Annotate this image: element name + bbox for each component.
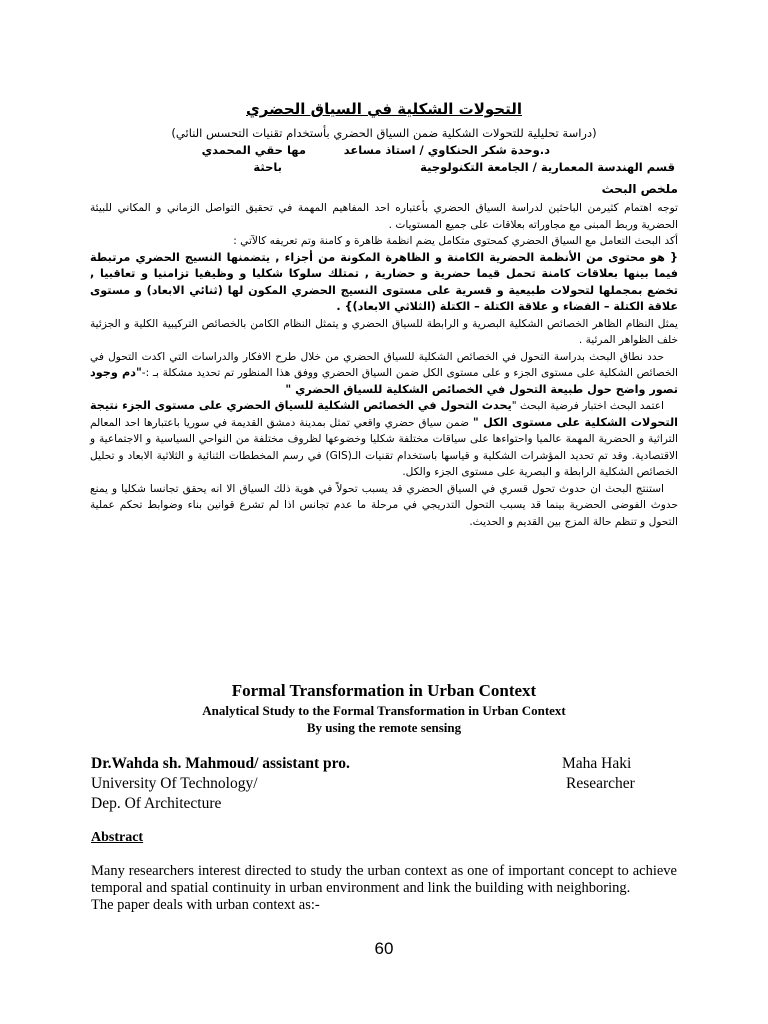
arabic-paragraph <box>90 398 678 481</box>
english-author2-role: Researcher <box>566 775 635 792</box>
arabic-author1-name: د.وحدة شكر الحنكاوي / استاذ مساعد <box>343 143 550 157</box>
english-paragraph: The paper deals with urban context as:- <box>91 897 320 913</box>
arabic-author2-name: مها حقي المحمدي <box>201 143 306 157</box>
english-abstract-body <box>91 863 677 914</box>
english-subtitle: Analytical Study to the Formal Transformation in Urban Context <box>202 703 566 718</box>
page-number: 60 <box>374 939 394 958</box>
arabic-subtitle: (دراسة تحليلية للتحولات الشكلية ضمن السياق الحضري بأستخدام تقنيات التحسس النائي) <box>171 126 597 140</box>
english-abstract-heading: Abstract <box>91 830 144 845</box>
english-author2-name: Maha Haki <box>562 755 632 772</box>
english-subtitle: By using the remote sensing <box>306 720 462 735</box>
arabic-paragraph: استنتج البحث ان حدوث تحول قسري في السياق الحضري قد يسبب تحولاً في هوية ذلك السياق الا انه يحقق تجانسا شكليا و يمنع حدوث الفوضى الحضرية بينما قد يسبب التحول التدريجي في مرحلة ما عدم تجانس اذا لم تشرع قوانين بناء وضوابط تحكم عملية التحول و تنظم حالة المزج بين القديم و الحديث. <box>90 482 678 528</box>
arabic-paragraph: أكد البحث التعامل مع السياق الحضري كمحتوى متكامل يضم انظمة ظاهرة و كامنة وتم تعريفه كالآتي : <box>233 235 678 247</box>
english-author1-university: University Of Technology/ <box>91 775 258 792</box>
arabic-paragraph: توجه اهتمام كثيرمن الباحثين لدراسة السياق الحضري بأعتباره احد المفاهيم المهمة في تحقيق التواصل الزماني و المكاني للبيئة الحضرية وربط المبنى مع مجاوراته بعلاقات على جميع المستويات . <box>90 202 678 231</box>
arabic-abstract-body <box>90 200 678 530</box>
arabic-problem-statement: "دم وجود تصور واضح حول طبيعة التحول في الخصائص الشكلية للسياق الحضري " <box>90 366 678 396</box>
arabic-title: التحولات الشكلية في السياق الحضري <box>246 100 522 118</box>
arabic-definition: { هو محتوى من الأنظمة الحضرية الكامنة و الظاهرة المكونة من أجزاء , يتضمنها النسيج الحضري مرتبطة فيما بينها بعلاقات كامنة تحمل قيما حضرية و حضارية , تمتلك سلوكا شكليا و وظيفيا تزامنيا و تعاقبيا , تخضع بمجملها لتحولات طبيعية و قسرية على مستوى النسيج الحضري المكون لها (ثنائي الابعاد) و مستوى علاقة الكتلة – الفضاء و علاقة الكتلة – الكتلة (الثلاثي الابعاد)} . <box>90 250 678 313</box>
arabic-hypothesis: يحدث التحول في الخصائص الشكلية للسياق الحضري على مستوى الجزء نتيجة التحولات الشكلية على مستوى الكل " <box>90 399 678 429</box>
arabic-author2-role: باحثة <box>253 160 282 174</box>
english-paragraph: Many researchers interest directed to study the urban context as one of important concept to achieve temporal and spatial continuity in urban environment and link the building with neighboring. <box>91 863 677 896</box>
arabic-text: اعتمد البحث اختبار فرضية البحث " <box>511 400 664 412</box>
arabic-paragraph <box>90 349 678 399</box>
arabic-text: حدد نطاق البحث بدراسة التحول في الخصائص الشكلية للسياق الحضري من خلال طرح الافكار والدراسات التي اكدت التحول في الخصائص الشكلية على مستوى الجزء و على مستوى الكل ضمن السياق الحضري ووفق هذا المنظور تم تحديد مشكلة بـ :- <box>90 350 678 379</box>
english-author1-name: Dr.Wahda sh. Mahmoud/ assistant pro. <box>91 755 350 772</box>
arabic-author1-affiliation: قسم الهندسة المعمارية / الجامعة التكنولوجية <box>420 160 675 174</box>
english-author1-department: Dep. Of Architecture <box>91 795 222 812</box>
arabic-abstract-heading: ملخص البحث <box>601 182 678 196</box>
arabic-paragraph: يمثل النظام الظاهر الخصائص الشكلية البصرية و الرابطة للسياق الحضري و يتمثل النظام الكامن بالخصائص التركيبية الكلية و الجزئية خلف الظواهر المرئية . <box>90 317 678 346</box>
english-title: Formal Transformation in Urban Context <box>231 681 537 700</box>
arabic-text: ضمن سياق حضري واقعي تمثل بمدينة دمشق القديمة في سوريا باعتبارها احد المعالم التراثية و الحضرية المهمة عالميا واحتواءها على سياقات مختلفة شكليا وخضوعها لظروف مختلفة من النواحي السياسية و الاجتماعية و الاقتصادية. وقد تم تحديد المؤشرات الشكلية و قياسها باستخدام تقنيات الـ(GIS) في رسم المخططات الثنائية و الثلاثية الابعاد و تحليل الخصائص الشكلية الرابطة و البصرية على مستوى الجزء والكل. <box>90 416 678 478</box>
